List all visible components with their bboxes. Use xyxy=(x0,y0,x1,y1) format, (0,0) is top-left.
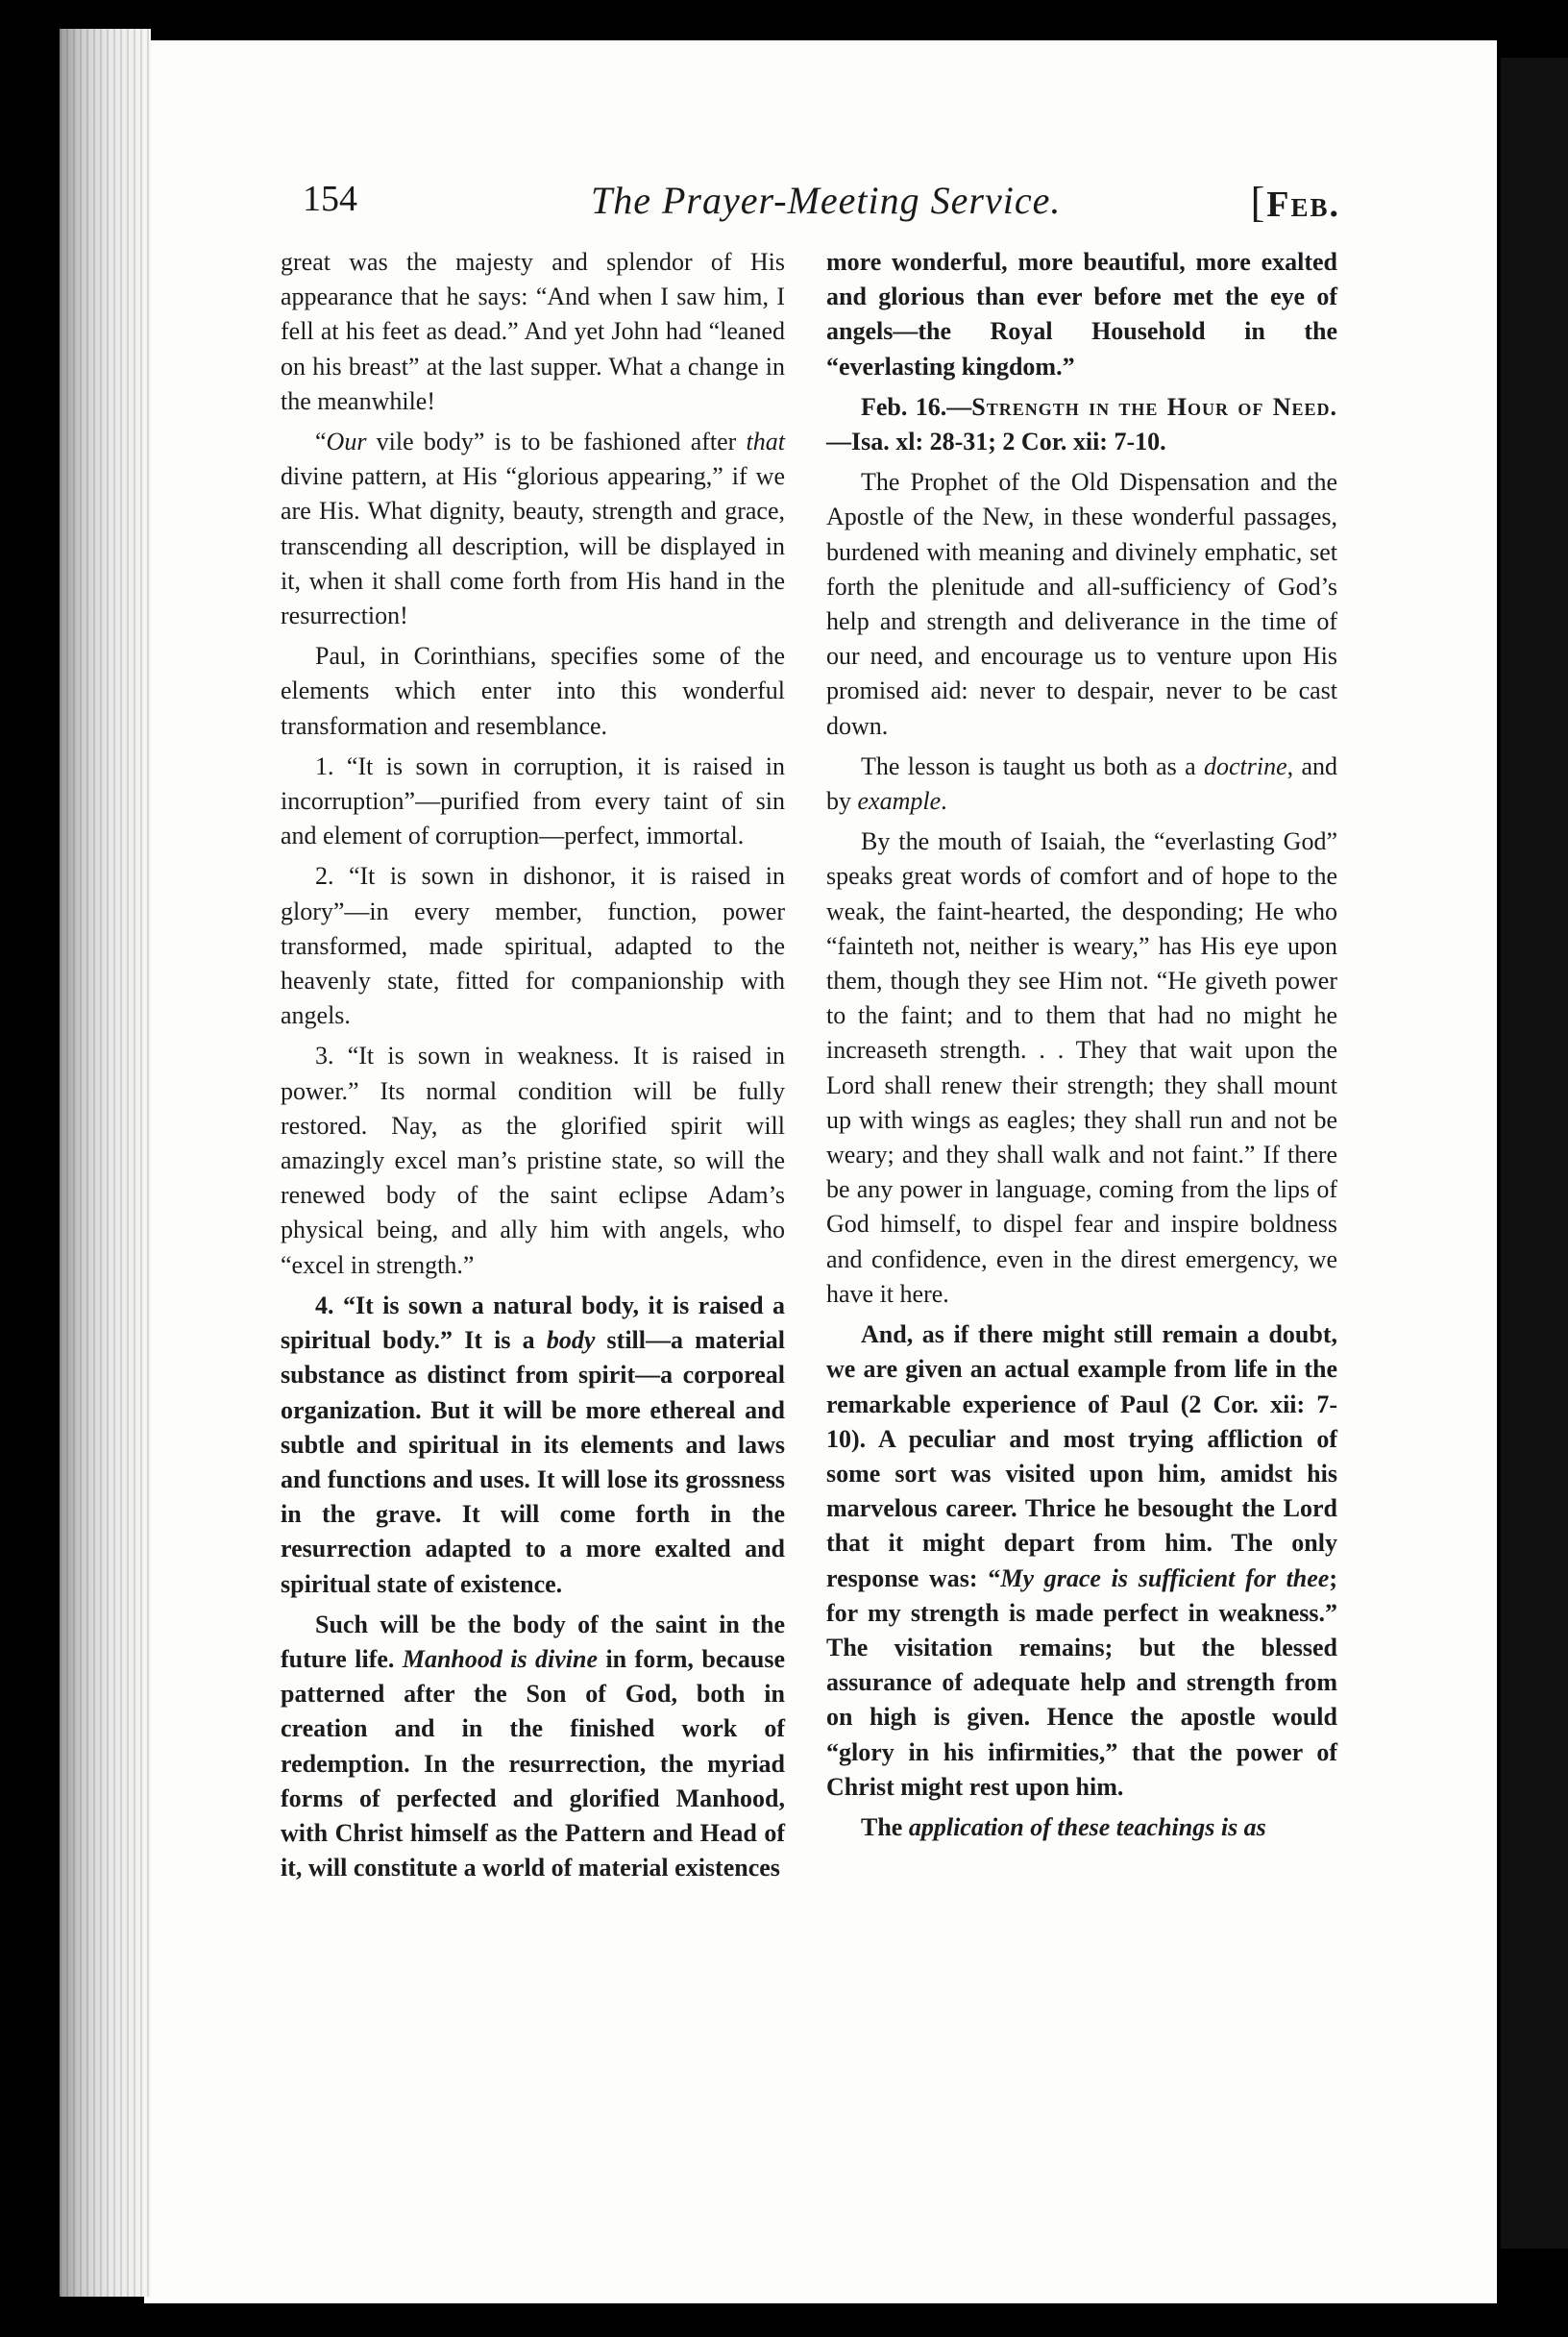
paragraph: great was the majesty and splendor of His appearance that he says: “And when I saw him, I fell at his feet as dead.” And yet John had “leaned on his breast” at the last supper. What a change in the meanwhile! xyxy=(281,248,785,415)
italic-text: My grace is sufficient for thee xyxy=(1000,1563,1330,1592)
paragraph xyxy=(281,1608,785,1886)
paragraph: more wonderful, more beautiful, more exalted and glorious than ever before met the eye of angels—the Royal Household in the “everlasting kingdom.” xyxy=(826,248,1337,381)
right-column xyxy=(826,245,1337,2167)
month-label xyxy=(1251,178,1340,227)
italic-text: application of these teachings is as xyxy=(908,1812,1266,1841)
heading-references: —Isa. xl: 28-31; 2 Cor. xii: 7-10. xyxy=(826,428,1166,456)
italic-text: Our xyxy=(326,428,367,456)
running-header xyxy=(303,178,1340,232)
list-item: 1. “It is sown in corruption, it is raised in incorruption”—purified from every taint of sin and element of corruption—perfect, immortal. xyxy=(281,751,785,850)
left-column xyxy=(281,245,785,2167)
text-run: Such will be the body of the saint in the future life. xyxy=(281,1610,785,1673)
bracket: [ xyxy=(1250,179,1267,226)
text-run: divine pattern, at His “glorious appearing,” if we are His. What dignity, beauty, strength and grace, transcending all description, will be displayed in it, when it shall come forth from His hand in the resurrection! xyxy=(281,462,785,630)
heading-date: Feb. 16.— xyxy=(861,392,972,421)
italic-text: example xyxy=(857,787,942,816)
book-spine-edge xyxy=(60,29,151,2297)
italic-text: body xyxy=(546,1326,596,1355)
text-run: vile body” is to be fashioned after xyxy=(366,428,747,456)
running-title: The Prayer-Meeting Service. xyxy=(591,179,1062,222)
paragraph xyxy=(826,750,1337,819)
page-number: 154 xyxy=(303,179,357,219)
text-run: . xyxy=(941,787,947,816)
facing-page-edge xyxy=(1501,58,1568,2249)
heading-title: Strength in the Hour of Need. xyxy=(971,392,1337,421)
text-run: in form, because patterned after the Son of God, both in creation and in the finished work of redemption. In the resurrection, the myriad forms of perfected and glorified Manhood, with Christ himself as the Pattern and Head of it, will constitute a world of material existences xyxy=(281,1644,785,1882)
italic-text: doctrine xyxy=(1203,751,1287,780)
text-run: And, as if there might still remain a doubt, we are given an actual example from life in the remarkable experience of Paul (2 Cor. xii: 7-10). A peculiar and most trying affliction of some sort was visited upon him, amidst his marvelous career. Thrice he besought the Lord that it might depart from him. The only response was: “ xyxy=(826,1320,1337,1592)
paragraph: The Prophet of the Old Dispensation and the Apostle of the New, in these wonderful passages, burdened with meaning and divinely emphatic, set forth the plenitude and all-sufficiency of God’s help and strength and deliverance in the time of our need, and encourage us to venture upon His promised aid: never to despair, never to be cast down. xyxy=(826,468,1337,740)
text-run: ; for my strength is made perfect in weakness.” The visitation remains; but the blessed assurance of adequate help and strength from on high is given. Hence the apostle would “glory in his infirmities,” that the power of Christ might rest upon him. xyxy=(826,1563,1338,1801)
paragraph: Paul, in Corinthians, specifies some of the elements which enter into this wonderful transformation and resemblance. xyxy=(281,642,785,740)
list-item xyxy=(281,1289,785,1602)
section-heading xyxy=(826,390,1337,459)
paragraph xyxy=(281,425,785,633)
month-text: Feb. xyxy=(1266,184,1340,225)
list-item: 3. “It is sown in weakness. It is raised in power.” Its normal condition will be fully restored. Nay, as the glorified spirit will amazingly excel man’s pristine state, so will the renewed body of the saint eclipse Adam’s physical being, and ally him with angels, who “excel in strength.” xyxy=(281,1042,785,1279)
text-run: , and by xyxy=(826,751,1337,816)
text-run: The lesson is taught us both as a xyxy=(861,751,1204,780)
list-item: 2. “It is sown in dishonor, it is raised in glory”—in every member, function, power transformed, made spiritual, adapted to the heavenly state, fitted for companionship with angels. xyxy=(281,862,785,1030)
paragraph xyxy=(826,1317,1337,1805)
text-run: 4. “It is sown a natural body, it is raised a spiritual body.” It is a xyxy=(281,1291,785,1355)
paragraph xyxy=(826,1810,1337,1845)
paragraph: By the mouth of Isaiah, the “everlasting God” speaks great words of comfort and of hope to the weak, the faint-hearted, the desponding; He who “fainteth not, neither is weary,” has His eye upon them, though they see Him not. “He giveth power to the faint; and to them that had no might he increaseth strength. . . They that wait upon the Lord shall renew their strength; they shall mount up with wings as eagles; they shall run and not be weary; and they shall walk and not faint.” If there be any power in language, coming from the lips of God himself, to dispel fear and inspire boldness and confidence, even in the direst emergency, we have it here. xyxy=(826,827,1337,1308)
text-run: “ xyxy=(315,428,327,456)
text-run: The xyxy=(861,1812,909,1841)
text-run: still—a material substance as distinct from spirit—a corporeal organization. But it will be more ethereal and subtle and spiritual in its elements and laws and functions and uses. It will lose its grossness in the grave. It will come forth in the resurrection adapted to a more exalted and spiritual state of existence. xyxy=(281,1326,785,1598)
italic-text: that xyxy=(746,428,785,456)
italic-text: Manhood is divine xyxy=(402,1644,599,1673)
